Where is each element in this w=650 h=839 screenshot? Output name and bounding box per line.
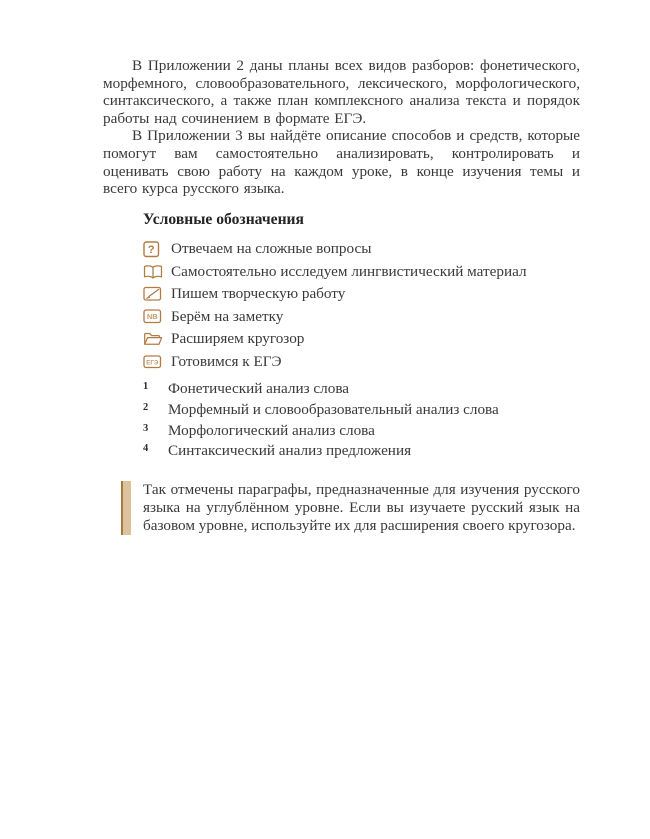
footnote-phonetic (143, 380, 580, 401)
svg-text:ЕГЭ: ЕГЭ (146, 359, 159, 367)
footnote-number: 2 (143, 401, 149, 413)
footnotes-section (143, 380, 580, 462)
footnote-number: 1 (143, 381, 149, 393)
question-icon (143, 241, 163, 258)
footnote-number: 3 (143, 422, 149, 434)
legend-item-label: Самостоятельно исследуем лингвистический материал (171, 262, 527, 280)
advanced-level-note (121, 481, 580, 536)
legend-item-label: Отвечаем на сложные вопросы (171, 240, 372, 258)
legend-item-ege (143, 351, 580, 374)
footnote-syntactic (143, 442, 580, 463)
note-vertical-bar (121, 481, 131, 536)
footnote-morphological (143, 422, 580, 443)
legend-item-label: Берём на заметку (171, 307, 284, 325)
open-book-icon (143, 264, 163, 280)
footnote-label: Морфемный и словообразовательный анализ слова (168, 400, 499, 418)
footnote-morphemic (143, 401, 580, 422)
legend-item-label: Пишем творческую работу (171, 285, 346, 303)
footnote-label: Синтаксический анализ предложения (168, 442, 412, 460)
note-text: Так отмечены параграфы, предназначенные для изучения русского языка на углублённом уровне. Если вы изучаете русский язык на базовом уровне, используйте их для расширения своего кругозора. (143, 480, 580, 535)
legend-item-label: Расширяем кругозор (171, 330, 305, 348)
legend-title: Условные обозначения (143, 210, 304, 228)
legend-item-horizons (143, 328, 580, 351)
legend-item-label: Готовимся к ЕГЭ (171, 353, 282, 371)
legend-section (143, 211, 580, 374)
ege-icon (143, 355, 163, 369)
footnote-label: Фонетический анализ слова (168, 380, 350, 398)
folder-icon (143, 331, 163, 347)
legend-item-note (143, 306, 580, 329)
nb-icon (143, 309, 163, 324)
legend-item-writing (143, 283, 580, 306)
footnote-number: 4 (143, 443, 149, 455)
footnote-label: Морфологический анализ слова (168, 421, 375, 439)
svg-text:?: ? (147, 243, 155, 256)
paragraph-appendix-2: В Приложении 2 даны планы всех видов разборов: фонетического, морфемного, словообразовательного, лексического, морфологического, синтаксического, а также план комплексного анализа текста и порядок работы над сочинением в формате ЕГЭ. (103, 57, 580, 127)
legend-item-questions (143, 238, 580, 261)
legend-item-research (143, 260, 580, 283)
pen-icon (143, 286, 163, 302)
svg-text:NB: NB (146, 312, 158, 322)
paragraph-appendix-3: В Приложении 3 вы найдёте описание способов и средств, которые помогут вам самостоятельно анализировать, контролировать и оценивать свою работу на каждом уроке, в конце изучения темы и всего курса русского языка. (103, 127, 580, 198)
